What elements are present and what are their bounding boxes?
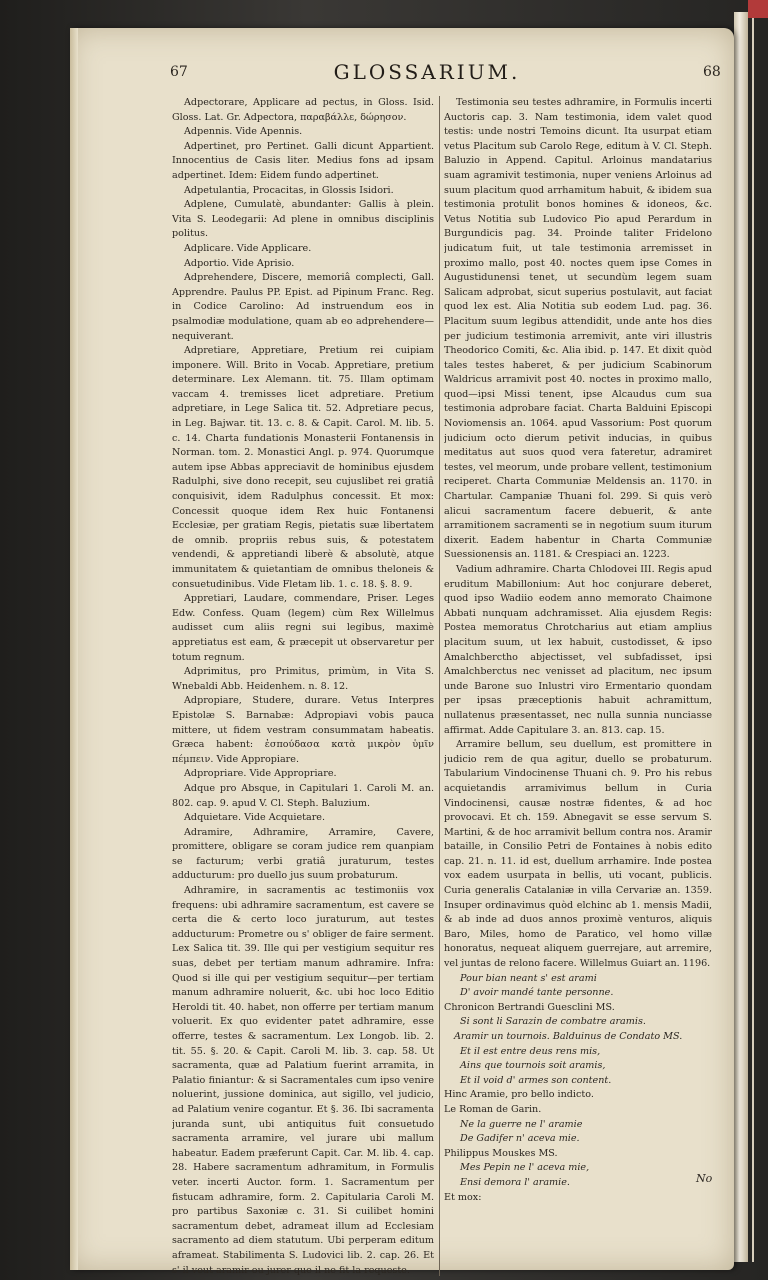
entry-adportio: Adportio. Vide Aprisio. xyxy=(184,257,295,269)
entry-adprehendere: Adprehendere, Discere, memoriâ complecti, Gall. Apprendre. Paulus PP. Epist. ad Pipinum Franc. Reg. in Codice Carolino: Ad instruendum eos in psalmodiæ modulatione, quam ab eo adprehendere—nequiverant. xyxy=(172,272,434,342)
verse-line: Et il void d' armes son content. xyxy=(460,1074,612,1086)
entry-adpectorare: Adpectorare, Applicare ad pectus, in Gloss. Isid. Gloss. Lat. Gr. Adpectora, παραβάλλε, δώρησον. xyxy=(172,97,434,123)
entry-adpennis: Adpennis. Vide Apennis. xyxy=(184,126,303,138)
entry-adramire: Adramire, Adhramire, Arramire, Cavere, promittere, obligare se coram judice rem quanpiam se facturum; verbi gratiâ juraturum, testes adducturum: pro duello jus suum probaturum. xyxy=(172,826,434,882)
catchword: No xyxy=(696,1172,713,1185)
entry-adplene: Adplene, Cumulatè, abundanter: Gallis à plein. Vita S. Leodegarii: Ad plene in omnibus disciplinis politus. xyxy=(172,199,434,240)
page-number-right: 68 xyxy=(703,64,721,80)
source-line: Chronicon Bertrandi Guesclini MS. xyxy=(444,1001,615,1013)
entry-adpropiare: Adpropiare, Studere, durare. Vetus Interpres Epistolæ S. Barnabæ: Adpropiavi vobis pauca mittere, ut fidem vestram consummatam habeatis. Græca habent: ἐσπούδασα κατὰ μικρὸν ὑμῖν πέμπειν. Vide Appropiare. xyxy=(172,695,434,765)
entry-adpertinet: Adpertinet, pro Pertinet. Galli dicunt Appartient. Innocentius de Casis liter. Medius fons ad ipsam adpertinet. Idem: Eidem fundo adpertinet. xyxy=(172,140,434,181)
verse-line: Si sont li Sarazin de combatre aramis. xyxy=(460,1016,646,1028)
entry-vadium-adhramire: Vadium adhramire. Charta Chlodovei III. Regis apud eruditum Mabillonium: Aut hoc conjurare deberet, quod ipso Wadiio eodem anno memorato Chaimone Abbati nunquam adchramisset. Alia ejusdem Regis: Postea memoratus Chrotcharius aut etiam amplius placitum suum, ut lex habuit, custodisset, & ipso Amalchberctho abjectisset, vel subfadisset, ipsi Amalchberctus nec venisset ad placitum, nec ipsum unde Barone suo Inlustri viro Ermentario quondam per ipsas præceptionis habuit achramittum, nullatenus præsentasset, nec nulla sunnia nunciasse affirmat. Adde Capitulare 3. an. 813. cap. 15. xyxy=(444,564,712,736)
verse-line: Ne la guerre ne l' aramie xyxy=(460,1118,583,1130)
entry-adque: Adque pro Absque, in Capitulari 1. Caroli M. an. 802. cap. 9. apud V. Cl. Steph. Baluzium. xyxy=(172,782,434,809)
verse-line: D' avoir mandé tante personne. xyxy=(460,987,614,999)
verse-line: Ains que tournois soit aramis, xyxy=(460,1060,606,1072)
page-gutter-shadow xyxy=(70,28,78,1270)
source-line: Philippus Mouskes MS. xyxy=(444,1147,558,1159)
right-column xyxy=(444,96,712,1276)
source-line: Hinc Aramie, pro bello indicto. xyxy=(444,1089,594,1101)
page-edge-stack xyxy=(734,12,748,1262)
verse-line: Ensi demora l' aramie. xyxy=(460,1176,570,1188)
bookmark-ribbon xyxy=(748,0,768,18)
entry-adpropriare: Adpropriare. Vide Appropriare. xyxy=(184,768,337,780)
column-divider xyxy=(439,96,440,1276)
entry-adpretiare: Adpretiare, Appretiare, Pretium rei cuipiam imponere. Will. Brito in Vocab. Appretiare, pretium determinare. Lex Alemann. tit. 75. Illam optimam vaccam 4. tremisses licet adpretiare. Pretium adpretiare, in Lege Salica tit. 52. Adpretiare pecus, in Leg. Bajwar. tit. 13. c. 8. & Capit. Carol. M. lib. 5. c. 14. Charta fundationis Monasterii Fontanensis in Norman. tom. 2. Monastici Angl. p. 974. Quorumque autem ipse Abbas appreciavit de hominibus ejusdem Radulphi, sive dono recepit, seu cujuslibet rei gratiâ conquisivit, idem Radulphus concessit. Et mox: Concessit quoque idem Rex huic Fontanensi Ecclesiæ, per gratiam Regis, pietatis suæ libertatem de omnib. propriis rebus suis, & potestatem vendendi, & appretiandi liberè & absolutè, atque immunitatem & quietantiam de omnibus theloneis & consuetudinibus. Vide Fletam lib. 1. c. 18. §. 8. 9. xyxy=(172,345,434,590)
entry-adquietare: Adquietare. Vide Acquietare. xyxy=(184,812,326,824)
verse-line: Mes Pepin ne l' aceva mie, xyxy=(460,1162,590,1174)
verse-line: Et il est entre deus rens mis, xyxy=(460,1045,601,1057)
entry-adhramire: Adhramire, in sacramentis ac testimoniis vox frequens: ubi adhramire sacramentum, est cavere se certa die & certo loco juraturum, aut testes adducturum: Prometre ou s' obliger de faire serment. Lex Salica tit. 39. Ille qui per vestigium sequitur res suas, debet per tertiam manum adhramire. Infra: Quod si ille qui per vestigium sequitur—per tertiam manum adhramire noluerit, &c. ubi hoc loco Editio Heroldi tit. 40. habet, non offerre per tertiam manum voluerit. Ex quo evidenter patet adhramire, esse offerre, testes & sacramentum. Lex Longob. lib. 2. tit. 55. §. 20. & Capit. Caroli M. lib. 3. cap. 58. Ut sacramenta, quæ ad Palatium fuerint arramita, in Palatio finiantur: & si Sacramentales cum ipso venire noluerint, jussione dominica, aut sigillo, vel judicio, ad Palatium venire cogantur. Et §. 36. Ibi sacramenta juranda sunt, ubi antiquitus fuit consuetudo sacramenta arramire, vel jurare ubi mallum habeatur. Eadem præferunt Capit. Car. M. lib. 4. cap. 28. Habere sacramentum adhramitum, in Formulis veter. incerti Auctor. form. 1. Sacramentum per fistucam adhramire, form. 2. Capitularia Caroli M. pro partibus Saxoniæ c. 31. Si cuilibet homini sacramentum debet, adrameat illum ad Ecclesiam sacramento ad diem statutum. Ubi perperam editum aframeat. Stabilimenta S. Ludovici lib. 2. cap. 26. Et s' il veut aramir ou jurer que il ne fit la requeste. xyxy=(172,885,434,1276)
verse-line: De Gadifer n' aceva mie. xyxy=(460,1133,580,1145)
entry-adpetulantia: Adpetulantia, Procacitas, in Glossis Isidori. xyxy=(184,184,394,196)
verse-line: Pour bian neant s' est arami xyxy=(460,972,597,984)
entry-adplicare: Adplicare. Vide Applicare. xyxy=(184,242,312,254)
entry-adprimitus: Adprimitus, pro Primitus, primùm, in Vita S. Wnebaldi Abb. Heidenhem. n. 8. 12. xyxy=(172,666,434,692)
page-number-left: 67 xyxy=(170,64,188,80)
page-edge-line xyxy=(752,12,754,1262)
page-title: GLOSSARIUM. xyxy=(333,60,521,84)
entry-testimonia-adhramire: Testimonia seu testes adhramire, in Formulis incerti Auctoris cap. 3. Nam testimonia, idem valet quod testis: unde nostri Temoins dicunt. Ita usurpat etiam vetus Placitum sub Carolo Rege, editum à V. Cl. Steph. Baluzio in Append. Capitul. Arloinus mandatarius suam agramivit testimonia, nuper veniens Arloinus ad suum placitum quod arrhamitum habuit, & ibidem sua testimonia protulit bonos homines & idoneos, &c. Vetus Notitia sub Ludovico Pio apud Perardum in Burgundicis pag. 34. Proinde taliter Fridelono judicatum fuit, ut tale testimonia arremisset in proximo mallo, post 40. noctes quem ipse Comes in Augustidunensi tenet, ut secundùm legem suam Salicam adprobat, sicut superius postulavit, aut faciat quod lex est. Alia Notitia sub eodem Lud. pag. 36. Placitum suum legibus attendidit, unde ante hos dies per judicium testimonia arremivit, ante viri illustris Theodorico Comiti, &c. Alia ibid. p. 147. Et dixit quòd tales testes haberet, & per judicium Scabinorum Waldricus arramivit post 40. noctes in proximo mallo, quod—ipsi Missi tenent, ipse Alcaudus cum sua testimonia adprobare faciat. Charta Balduini Episcopi Noviomensis an. 1064. apud Vassorium: Post quorum judicium octo dierum petivit inducias, in quibus meditatus aut suos quod vera fateretur, adramiret testes, vel meorum, unde probare vellent, testimonium reciperet. Charta Communiæ Meldensis an. 1170. in Chartular. Campaniæ Thuani fol. 299. Si quis verò alicui sacramentum facere debuerit, & ante arramitionem sacramenti se in negotium suum iturum dixerit. Eadem habentur in Charta Communiæ Suessionensis an. 1181. & Crespiaci an. 1223. xyxy=(444,97,712,561)
left-column xyxy=(172,96,434,1276)
source-line: Et mox: xyxy=(444,1191,482,1203)
verse-line: Aramir un tournois. Balduinus de Condato MS. xyxy=(454,1031,683,1042)
entry-arramire-bellum: Arramire bellum, seu duellum, est promittere in judicio rem de qua agitur, duello se probaturum. Tabularium Vindocinense Thuani ch. 9. Pro his rebus acquietandis arramivimus bellum in Curia Vindocinensi, causæ nostræ fidentes, & ad hoc provocavi. Et ch. 159. Abnegavit se esse servum S. Martini, & de hoc arramivit bellum contra nos. Aramir bataille, in Consilio Petri de Fontaines à nobis edito cap. 21. n. 11. id est, duellum arrhamire. Inde postea vox eadem usurpata in bellis, uti vocant, publicis. Curia generalis Catalaniæ in villa Cervariæ an. 1359. Insuper ordinavimus quòd elchinc ab 1. mensis Madii, & ab inde ad duos annos proximè venturos, aliquis Baro, Miles, homo de Paratico, vel homo villæ honoratus, nequeat aliquem guerrejare, aut arremire, vel juntas de relono facere. Willelmus Guiart an. 1196. xyxy=(444,739,712,970)
source-line: Le Roman de Garin. xyxy=(444,1103,542,1115)
entry-appretiari: Appretiari, Laudare, commendare, Priser. Leges Edw. Confess. Quam (legem) cùm Rex Willelmus audisset cum aliis regni sui legibus, maximè appretiatus est eam, & præcepit ut observaretur per totum regnum. xyxy=(172,593,434,663)
